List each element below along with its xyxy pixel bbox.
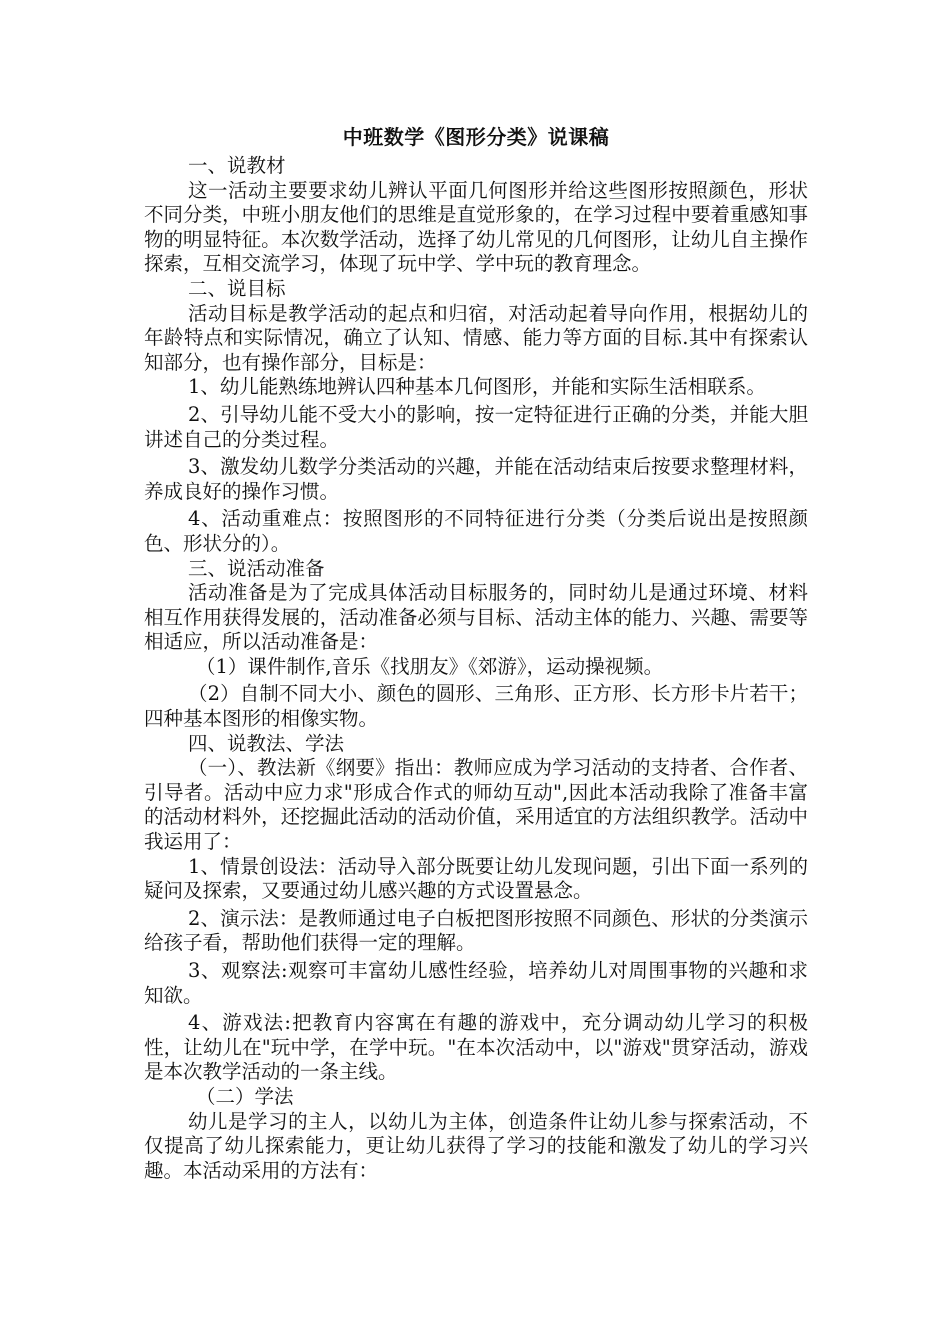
document-page: [144, 122, 808, 1183]
paragraph-goals-intro: 活动目标是教学活动的起点和归宿，对活动起着导向作用，根据幼儿的年龄特点和实际情况，确立了认知、情感、能力等方面的目标.其中有探索认知部分，也有操作部分，目标是：: [144, 301, 808, 374]
paragraph-teaching-method: （一）、教法新《纲要》指出：教师应成为学习活动的支持者、合作者、引导者。活动中应力求"形成合作式的师幼互动",因此本活动我除了准备丰富的活动材料外，还挖掘此活动的活动价值，采用适宜的方法组织教学。活动中我运用了：: [144, 756, 808, 854]
section-heading-preparation: 三、说活动准备: [188, 556, 325, 580]
goal-item-3: 3、激发幼儿数学分类活动的兴趣，并能在活动结束后按要求整理材料，养成良好的操作习惯。: [144, 455, 808, 503]
paragraph-learning-method: 幼儿是学习的主人，以幼儿为主体，创造条件让幼儿参与探索活动，不仅提高了幼儿探索能力，更让幼儿获得了学习的技能和激发了幼儿的学习兴趣。本活动采用的方法有：: [144, 1109, 808, 1182]
goal-item-1: 1、幼儿能熟练地辨认四种基本几何图形，并能和实际生活相联系。: [188, 375, 766, 399]
document-title: 中班数学《图形分类》说课稿: [342, 125, 610, 149]
preparation-item-1: （1）课件制作,音乐《找朋友》《郊游》，运动操视频。: [196, 654, 664, 678]
goal-item-4: 4、活动重难点：按照图形的不同特征进行分类（分类后说出是按照颜色、形状分的）。: [144, 507, 808, 555]
section-heading-goals: 二、说目标: [188, 276, 286, 300]
preparation-item-2: （2）自制不同大小、颜色的圆形、三角形、正方形、长方形卡片若干；四种基本图形的相像实物。: [144, 682, 808, 731]
method-item-4: 4、游戏法:把教育内容寓在有趣的游戏中，充分调动幼儿学习的积极性，让幼儿在"玩中学，在学中玩。"在本次活动中，以"游戏"贯穿活动，游戏是本次教学活动的一条主线。: [144, 1011, 808, 1084]
paragraph-textbook: 这一活动主要要求幼儿辨认平面几何图形并给这些图形按照颜色，形状不同分类，中班小朋友他们的思维是直觉形象的，在学习过程中要着重感知事物的明显特征。本次数学活动，选择了幼儿常见的几何图形，让幼儿自主操作探索，互相交流学习，体现了玩中学、学中玩的教育理念。: [144, 178, 808, 276]
section-heading-methods: 四、说教法、学法: [188, 731, 345, 755]
method-item-3: 3、观察法:观察可丰富幼儿感性经验，培养幼儿对周围事物的兴趣和求知欲。: [144, 959, 808, 1007]
section-heading-learning: （二）学法: [196, 1084, 294, 1108]
method-item-1: 1、情景创设法：活动导入部分既要让幼儿发现问题，引出下面一系列的疑问及探索，又要通过幼儿感兴趣的方式设置悬念。: [144, 854, 808, 903]
paragraph-preparation: 活动准备是为了完成具体活动目标服务的，同时幼儿是通过环境、材料相互作用获得发展的，活动准备必须与目标、活动主体的能力、兴趣、需要等相适应，所以活动准备是：: [144, 581, 808, 654]
section-heading-textbook: 一、说教材: [188, 154, 286, 177]
method-item-2: 2、演示法：是教师通过电子白板把图形按照不同颜色、形状的分类演示给孩子看，帮助他们获得一定的理解。: [144, 906, 808, 955]
goal-item-2: 2、引导幼儿能不受大小的影响，按一定特征进行正确的分类，并能大胆讲述自己的分类过程。: [144, 402, 808, 451]
